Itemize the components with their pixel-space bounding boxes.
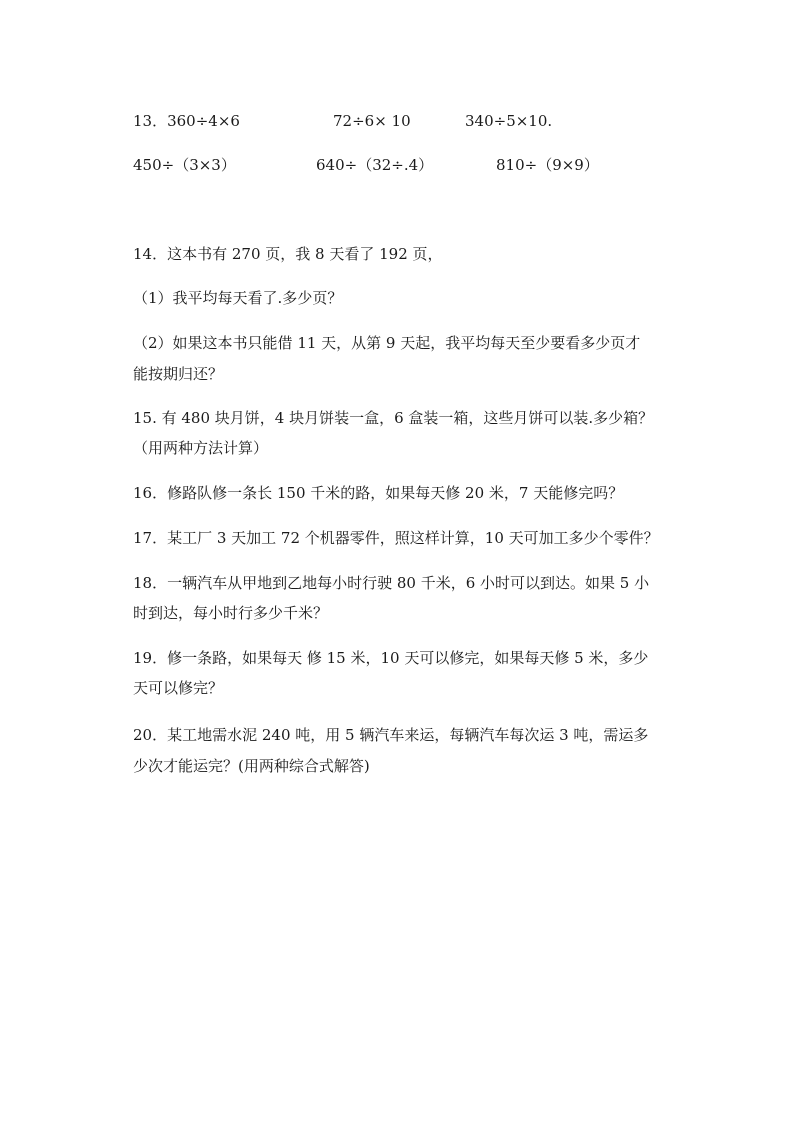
q20-line-1: 20．某工地需水泥 240 吨，用 5 辆汽车来运，每辆汽车每次运 3 吨，需运多: [133, 726, 649, 744]
q15-line-2: （用两种方法计算）: [133, 439, 269, 457]
q13-expr-1: 13．360÷4×6: [133, 112, 240, 130]
q14-stem: 14．这本书有 270 页，我 8 天看了 192 页，: [133, 245, 443, 263]
q18-line-1: 18．一辆汽车从甲地到乙地每小时行驶 80 千米，6 小时可以到达。如果 5 小: [133, 574, 650, 592]
q13-expr-6: 810÷（9×9）: [496, 156, 599, 174]
q17-line-1: 17．某工厂 3 天加工 72 个机器零件，照这样计算，10 天可加工多少个零件？: [133, 529, 659, 547]
q18-line-2: 时到达，每小时行多少千米？: [133, 604, 329, 622]
q19-line-2: 天可以修完？: [133, 679, 224, 697]
q14-sub-2-line-2: 能按期归还？: [133, 365, 224, 383]
q14-sub-2-line-1: （2）如果这本书只能借 11 天，从第 9 天起，我平均每天至少要看多少页才: [133, 334, 641, 352]
q14-sub-1: （1）我平均每天看了.多少页？: [133, 289, 343, 307]
q16-line-1: 16．修路队修一条长 150 千米的路，如果每天修 20 米，7 天能修完吗？: [133, 484, 624, 502]
q13-expr-3: 340÷5×10.: [465, 112, 553, 130]
q13-expr-5: 640÷（32÷.4）: [316, 156, 434, 174]
q13-expr-4: 450÷（3×3）: [133, 156, 236, 174]
q13-expr-2: 72÷6× 10: [333, 112, 411, 130]
q15-line-1: 15. 有 480 块月饼，4 块月饼装一盒，6 盒装一箱，这些月饼可以装.多少箱？: [133, 409, 654, 427]
q19-line-1: 19．修一条路，如果每天 修 15 米，10 天可以修完，如果每天修 5 米，多少: [133, 649, 649, 667]
q20-line-2: 少次才能运完？(用两种综合式解答): [133, 757, 370, 775]
